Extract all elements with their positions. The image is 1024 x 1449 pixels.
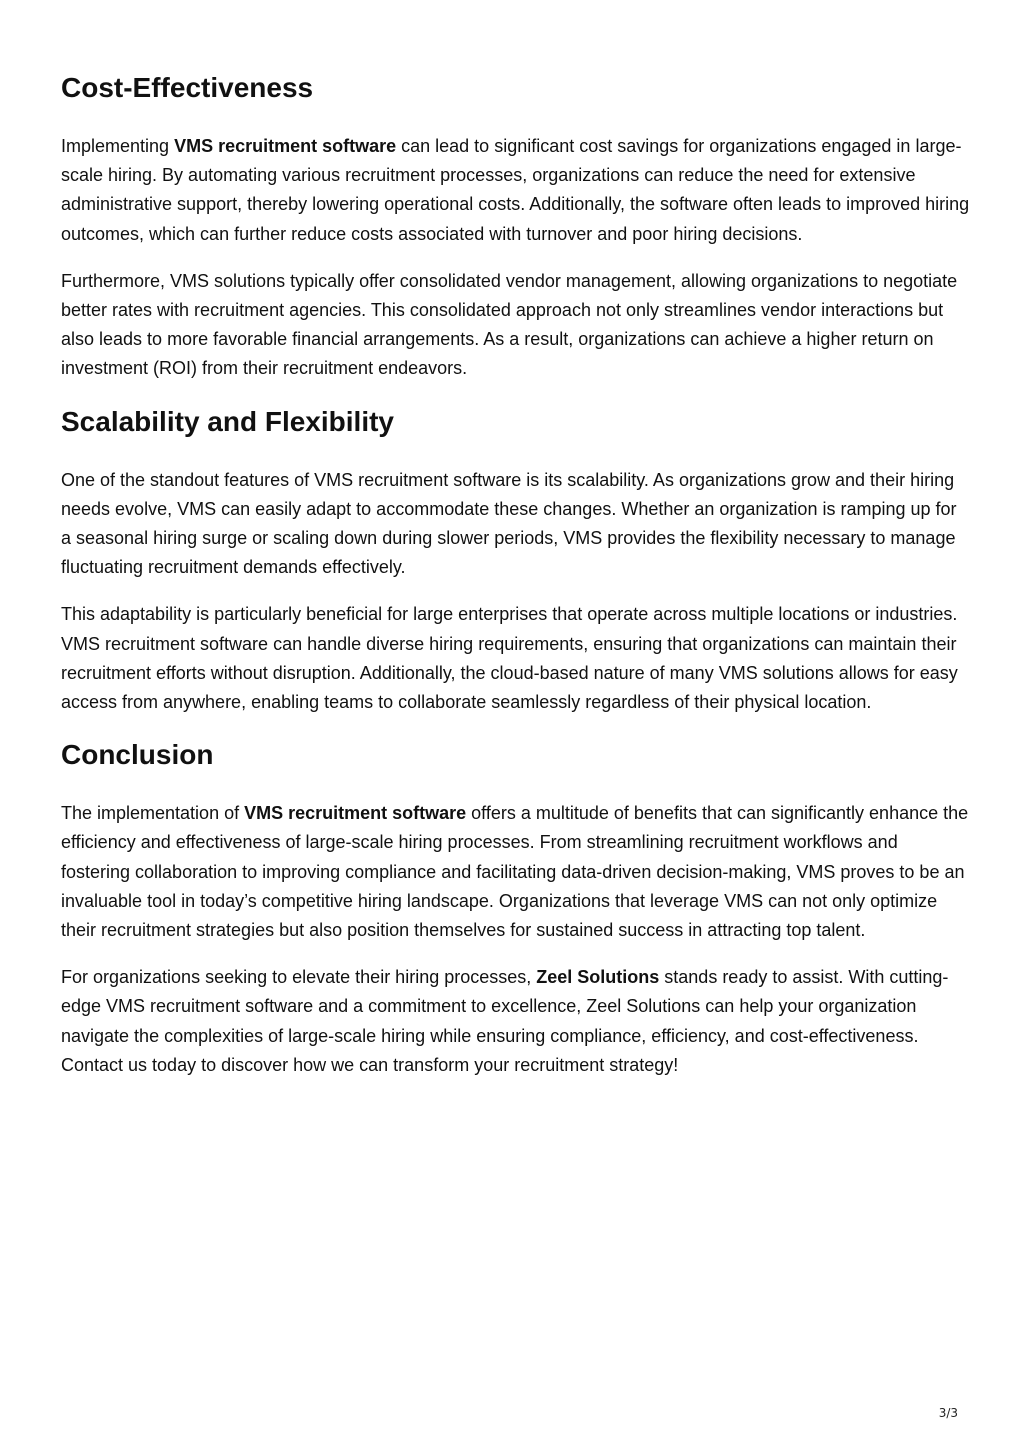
text-run: Implementing — [61, 136, 175, 156]
section-cost-effectiveness — [61, 68, 971, 384]
section-scalability-flexibility — [61, 402, 971, 718]
paragraph — [61, 132, 971, 249]
section-heading: Cost-Effectiveness — [61, 72, 314, 103]
bold-term: VMS recruitment software — [244, 803, 467, 824]
text-run: can lead to significant cost savings for organizations engaged in large-scale hiring. By automating various recruitment processes, organizations can reduce the need for extensive administrative support, thereby lowering operational costs. Additionally, the software often leads to improved hiring outcomes, which can further reduce costs associated with turnover and poor hiring decisions. — [61, 136, 970, 244]
paragraph: This adaptability is particularly beneficial for large enterprises that operate across multiple locations or industries. VMS recruitment software can handle diverse hiring requirements, ensuring that organizations can maintain their recruitment efforts without disruption. Additionally, the cloud-based nature of many VMS solutions allows for easy access from anywhere, enabling teams to collaborate seamlessly regardless of their physical location. — [61, 604, 958, 713]
paragraph — [61, 963, 971, 1080]
page-number: 3/3 — [938, 1406, 958, 1420]
section-heading: Conclusion — [61, 739, 214, 771]
paragraph: One of the standout features of VMS recruitment software is its scalability. As organizations grow and their hiring needs evolve, VMS can easily adapt to accommodate these changes. Whether an organization is ramping up for a seasonal hiring surge or scaling down during slower periods, VMS provides the flexibility necessary to manage fluctuating recruitment demands effectively. — [61, 469, 957, 578]
text-run: For organizations seeking to elevate their hiring processes, — [61, 967, 537, 988]
section-heading: Scalability and Flexibility — [61, 405, 394, 437]
bold-term: VMS recruitment software — [174, 136, 397, 156]
paragraph: Furthermore, VMS solutions typically offer consolidated vendor management, allowing organizations to negotiate better rates with recruitment agencies. This consolidated approach not only streamlines vendor interactions but also leads to more favorable financial arrangements. As a result, organizations can achieve a higher return on investment (ROI) from their recruitment endeavors. — [61, 270, 958, 379]
text-run: stands ready to assist. With cutting-edge VMS recruitment software and a commitment to excellence, Zeel Solutions can help your organization navigate the complexities of large-scale hiring while ensuring compliance, efficiency, and cost-effectiveness. Contact us today to discover how we can transform your recruitment strategy! — [61, 967, 949, 1075]
document-page — [61, 68, 971, 1098]
text-run: The implementation of — [61, 803, 245, 824]
paragraph — [61, 799, 971, 945]
text-run: offers a multitude of benefits that can significantly enhance the efficiency and effectiveness of large-scale hiring processes. From streamlining recruitment workflows and fostering collaboration to improving compliance and facilitating data-driven decision-making, VMS proves to be an invaluable tool in today’s competitive hiring landscape. Organizations that leverage VMS can not only optimize their recruitment strategies but also position themselves for sustained success in attracting top talent. — [61, 803, 969, 941]
bold-term: Zeel Solutions — [536, 967, 660, 988]
section-conclusion — [61, 735, 971, 1080]
